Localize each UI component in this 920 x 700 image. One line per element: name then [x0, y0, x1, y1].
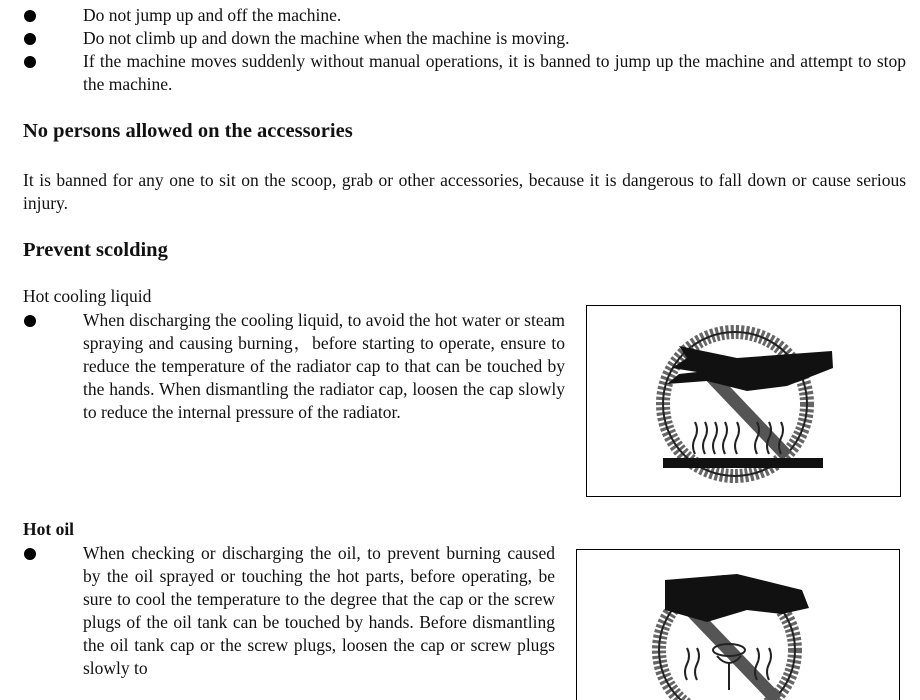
- bullet-icon: [24, 10, 36, 22]
- accessories-paragraph: It is banned for any one to sit on the scoop, grab or other accessories, because it is dangerous to fall down or cause serious injury.: [23, 170, 906, 213]
- subheading-hot-oil: Hot oil: [23, 519, 75, 539]
- no-touch-hot-surface-icon: [587, 306, 900, 496]
- bullet-icon: [24, 33, 36, 45]
- bullet-icon: [24, 315, 36, 327]
- list-item-text: Do not climb up and down the machine when the machine is moving.: [83, 28, 570, 48]
- list-item-text: If the machine moves suddenly without manual operations, it is banned to jump up the machine and attempt to stop the machine.: [83, 51, 906, 94]
- warning-figure-cooling: [586, 305, 901, 497]
- section-heading-scolding: Prevent scolding: [23, 239, 168, 261]
- section-heading-accessories: No persons allowed on the accessories: [23, 120, 353, 142]
- subheading-hot-cooling-liquid: Hot cooling liquid: [23, 286, 152, 306]
- cooling-liquid-text: When discharging the cooling liquid, to avoid the hot water or steam spraying and causing burning，before starting to operate, ensure to reduce the temperature of the radiator cap to that can be touched by the hands. When dismantling the radiator cap, loosen the cap slowly to reduce the internal pressure of the radiator.: [83, 310, 565, 422]
- bullet-icon: [24, 56, 36, 68]
- hot-oil-text: When checking or discharging the oil, to prevent burning caused by the oil sprayed or touching the hot parts, before operating, be sure to cool the temperature to the degree that the cap or the screw plugs of the oil tank can be touched by hands. Before dismantling the oil tank cap or the screw plugs, loosen the cap or screw plugs slowly to: [83, 543, 555, 678]
- no-touch-hot-oil-icon: [577, 550, 899, 700]
- list-item-text: Do not jump up and off the machine.: [83, 5, 342, 25]
- bullet-icon: [24, 548, 36, 560]
- warning-figure-oil: [576, 549, 900, 700]
